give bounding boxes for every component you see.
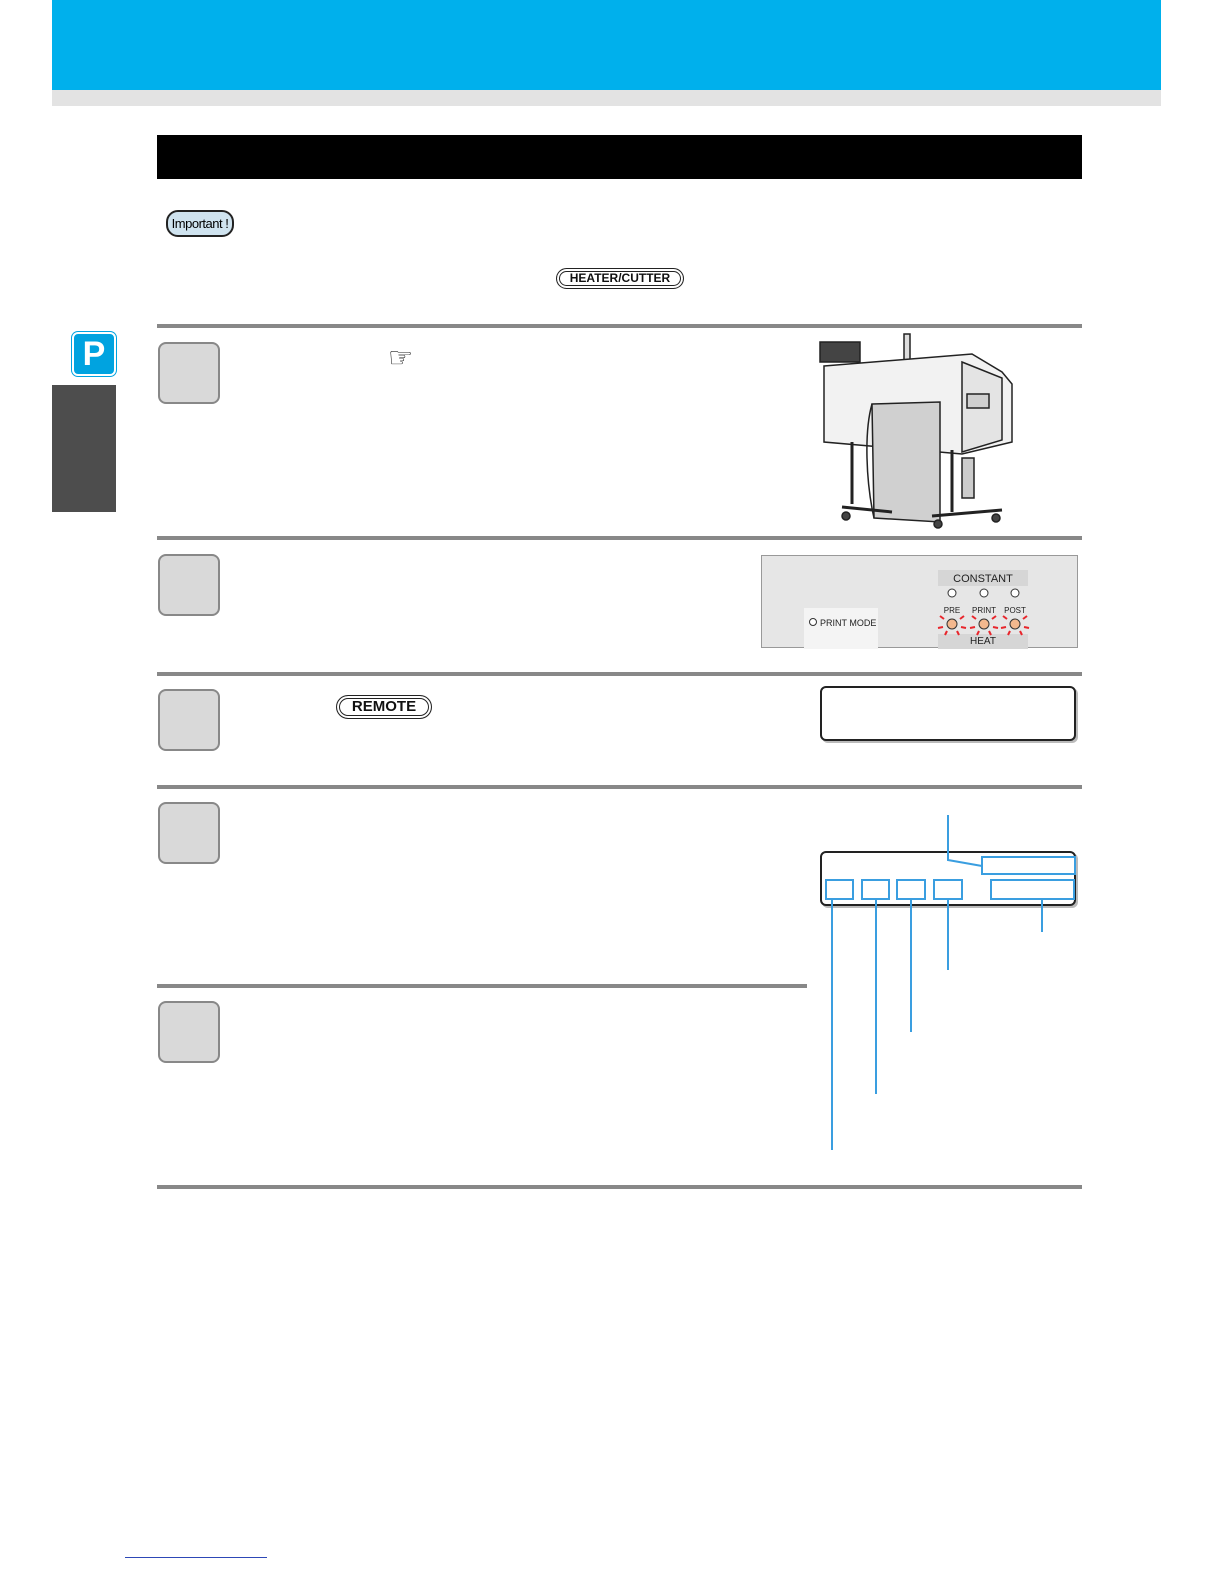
chapter-p-icon: P [72, 332, 116, 376]
step-rule-2 [157, 536, 1082, 540]
step-rule-end [157, 1185, 1082, 1189]
step-number-box-3 [158, 689, 220, 751]
header-banner [52, 0, 1161, 90]
header-shadow-strip [52, 90, 1161, 106]
printer-illustration [812, 332, 1022, 530]
step-rule-3 [157, 672, 1082, 676]
step-number-box-5 [158, 1001, 220, 1063]
remote-key: REMOTE [336, 695, 432, 719]
heat-label: HEAT [970, 636, 996, 647]
heater-panel-graphic [762, 556, 1079, 649]
heater-label-print: PRINT [972, 606, 996, 615]
step-number-box-1 [158, 342, 220, 404]
step-rule-4 [157, 785, 1082, 789]
heater-label-post: POST [1004, 606, 1026, 615]
important-badge: Important ! [166, 210, 234, 237]
lcd-display [820, 686, 1076, 741]
step-rule-5 [157, 984, 807, 988]
section-title-bar [157, 135, 1082, 179]
step-number-box-4 [158, 802, 220, 864]
lcd-callout-lines [800, 810, 1090, 1155]
footer-link-underline[interactable] [125, 1557, 267, 1558]
step-rule-1 [157, 324, 1082, 328]
step-number-box-2 [158, 554, 220, 616]
constant-label: CONSTANT [953, 573, 1013, 585]
print-mode-label: PRINT MODE [820, 618, 877, 628]
heater-cutter-key: HEATER/CUTTER [556, 268, 684, 289]
heater-lamp-panel [761, 555, 1078, 648]
heater-label-pre: PRE [943, 606, 961, 615]
reference-hand-icon: ☞ [388, 342, 414, 373]
chapter-side-tab [52, 385, 116, 512]
